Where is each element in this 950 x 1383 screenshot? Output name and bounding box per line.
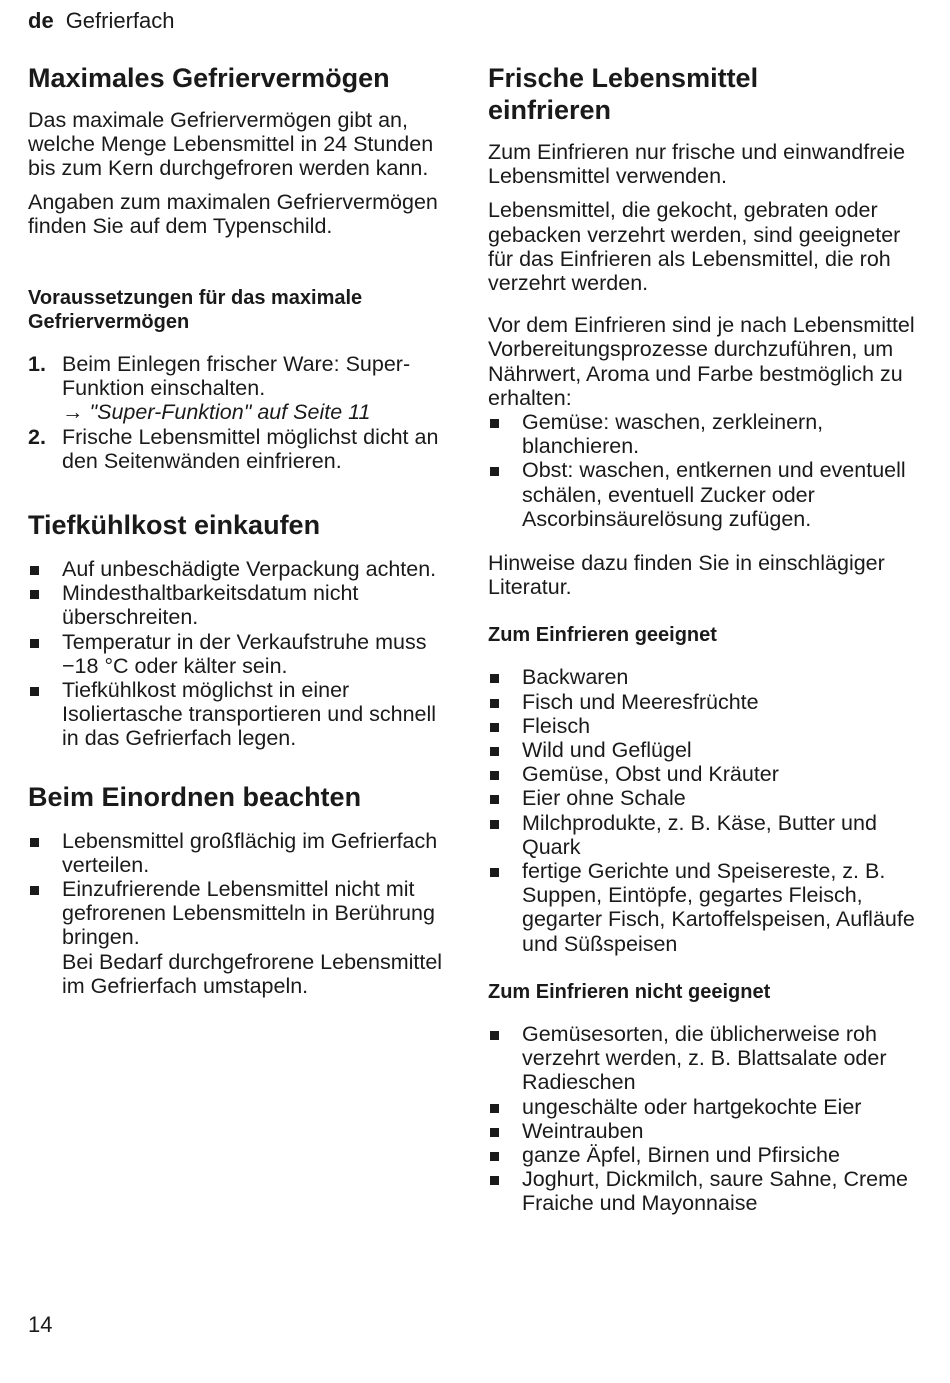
list-item: Joghurt, Dickmilch, saure Sahne, Creme Fraiche und Mayonnaise: [488, 1167, 918, 1215]
step-number: 2.: [28, 424, 46, 449]
bullet-square-icon: [490, 1104, 499, 1113]
bullet-square-icon: [490, 419, 499, 428]
paragraph: Das maximale Gefriervermögen gibt an, welche Menge Lebensmittel in 24 Stunden bis zum Kern durchgefroren werden kann.: [28, 108, 434, 181]
bullet-square-icon: [30, 639, 39, 648]
bullet-square-icon: [490, 1128, 499, 1137]
list-item: Einzufrierende Lebensmittel nicht mit gefrorenen Lebensmitteln in Berührung bringen. Bei Bedarf durchgefrorene Lebensmittel im Gefrierfach umstapeln.: [28, 877, 448, 998]
paragraph: Hinweise dazu finden Sie in einschlägiger Literatur.: [488, 551, 885, 600]
list-item: Milchprodukte, z. B. Käse, Butter und Quark: [488, 811, 918, 859]
list-item: Backwaren: [488, 665, 918, 689]
step-item: [28, 425, 448, 473]
bullet-square-icon: [490, 868, 499, 877]
list-item: Eier ohne Schale: [488, 786, 918, 810]
bullet-square-icon: [490, 820, 499, 829]
list-item: fertige Gerichte und Speisereste, z. B. Suppen, Eintöpfe, gegartes Fleisch, gegarter Fisch, Kartoffelspeisen, Aufläufe und Süßspeisen: [488, 859, 918, 956]
paragraph: Lebensmittel, die gekocht, gebraten oder gebacken verzehrt werden, sind geeigneter für das Einfrieren als Lebensmittel, die roh verzehrt werden.: [488, 198, 901, 296]
cross-reference-link[interactable]: → "Super-Funktion" auf Seite 11: [62, 400, 371, 425]
bullet-square-icon: [30, 886, 39, 895]
page-number: 14: [28, 1312, 53, 1337]
list-item-note: Bei Bedarf durchgefrorene Lebensmittel im Gefrierfach umstapeln.: [62, 949, 443, 998]
subheading-nicht-geeignet: Zum Einfrieren nicht geeignet: [488, 980, 771, 1003]
list-item: Fleisch: [488, 714, 918, 738]
step-number: 1.: [28, 352, 46, 377]
bullet-square-icon: [30, 566, 39, 575]
left-column: [28, 62, 448, 998]
bullet-square-icon: [30, 687, 39, 696]
list-item: ganze Äpfel, Birnen und Pfirsiche: [488, 1143, 918, 1167]
list-item: Tiefkühlkost möglichst in einer Isoliertasche transportieren und schnell in das Gefrierfach legen.: [28, 678, 448, 751]
heading-tiefkuehlkost: Tiefkühlkost einkaufen: [28, 510, 321, 541]
step-text: Frische Lebensmittel möglichst dicht an den Seitenwänden einfrieren.: [62, 424, 439, 473]
bullet-square-icon: [490, 1152, 499, 1161]
bullet-square-icon: [490, 699, 499, 708]
paragraph: Zum Einfrieren nur frische und einwandfreie Lebensmittel verwenden.: [488, 140, 906, 189]
subheading-geeignet: Zum Einfrieren geeignet: [488, 624, 717, 647]
list-item: Gemüsesorten, die üblicherweise roh verzehrt werden, z. B. Blattsalate oder Radieschen: [488, 1022, 918, 1095]
list-item: Wild und Geflügel: [488, 738, 918, 762]
list-item: Temperatur in der Verkaufstruhe muss −18 °C oder kälter sein.: [28, 630, 448, 678]
list-item: ungeschälte oder hartgekochte Eier: [488, 1095, 918, 1119]
bullet-square-icon: [490, 795, 499, 804]
subheading-voraussetzungen: Voraussetzungen für das maximale Gefriervermögen: [28, 287, 363, 334]
paragraph: Vor dem Einfrieren sind je nach Lebensmittel Vorbereitungsprozesse durchzuführen, um Nährwert, Aroma und Farbe bestmöglich zu erhalten:: [488, 313, 915, 410]
list-item: Weintrauben: [488, 1119, 918, 1143]
bullet-square-icon: [490, 1031, 499, 1040]
bullet-square-icon: [490, 467, 499, 476]
step-text: Beim Einlegen frischer Ware: Super-Funktion einschalten.: [62, 352, 411, 401]
prep-list: [488, 410, 918, 531]
steps-list: [28, 352, 448, 473]
right-column: [488, 62, 918, 1216]
list-item: Lebensmittel großflächig im Gefrierfach verteilen.: [28, 829, 448, 877]
list-item: Gemüse: waschen, zerkleinern, blanchieren.: [488, 410, 918, 458]
bullet-square-icon: [490, 771, 499, 780]
bullet-square-icon: [490, 674, 499, 683]
list-item: Gemüse, Obst und Kräuter: [488, 762, 918, 786]
page-header: [28, 8, 175, 34]
list-item: Auf unbeschädigte Verpackung achten.: [28, 557, 448, 581]
geeignet-list: [488, 665, 918, 955]
heading-frische-lebensmittel: Frische Lebensmittel einfrieren: [488, 63, 759, 125]
tiefkuehlkost-list: [28, 557, 448, 751]
bullet-square-icon: [490, 747, 499, 756]
heading-max-gefriervermoegen: Maximales Gefriervermögen: [28, 63, 390, 93]
chapter-name: Gefrierfach: [65, 8, 175, 33]
bullet-square-icon: [490, 1176, 499, 1185]
paragraph: Angaben zum maximalen Gefriervermögen finden Sie auf dem Typenschild.: [28, 189, 438, 238]
bullet-square-icon: [30, 838, 39, 847]
bullet-square-icon: [490, 723, 499, 732]
step-item: [28, 352, 448, 425]
list-item: Mindesthaltbarkeitsdatum nicht überschreiten.: [28, 581, 448, 629]
language-code: de: [28, 8, 54, 33]
einordnen-list: [28, 829, 448, 998]
heading-einordnen: Beim Einordnen beachten: [28, 781, 362, 812]
list-item: Obst: waschen, entkernen und eventuell schälen, eventuell Zucker oder Ascorbinsäurelösung zufügen.: [488, 458, 918, 531]
list-item: Fisch und Meeresfrüchte: [488, 690, 918, 714]
nicht-geeignet-list: [488, 1022, 918, 1216]
bullet-square-icon: [30, 590, 39, 599]
